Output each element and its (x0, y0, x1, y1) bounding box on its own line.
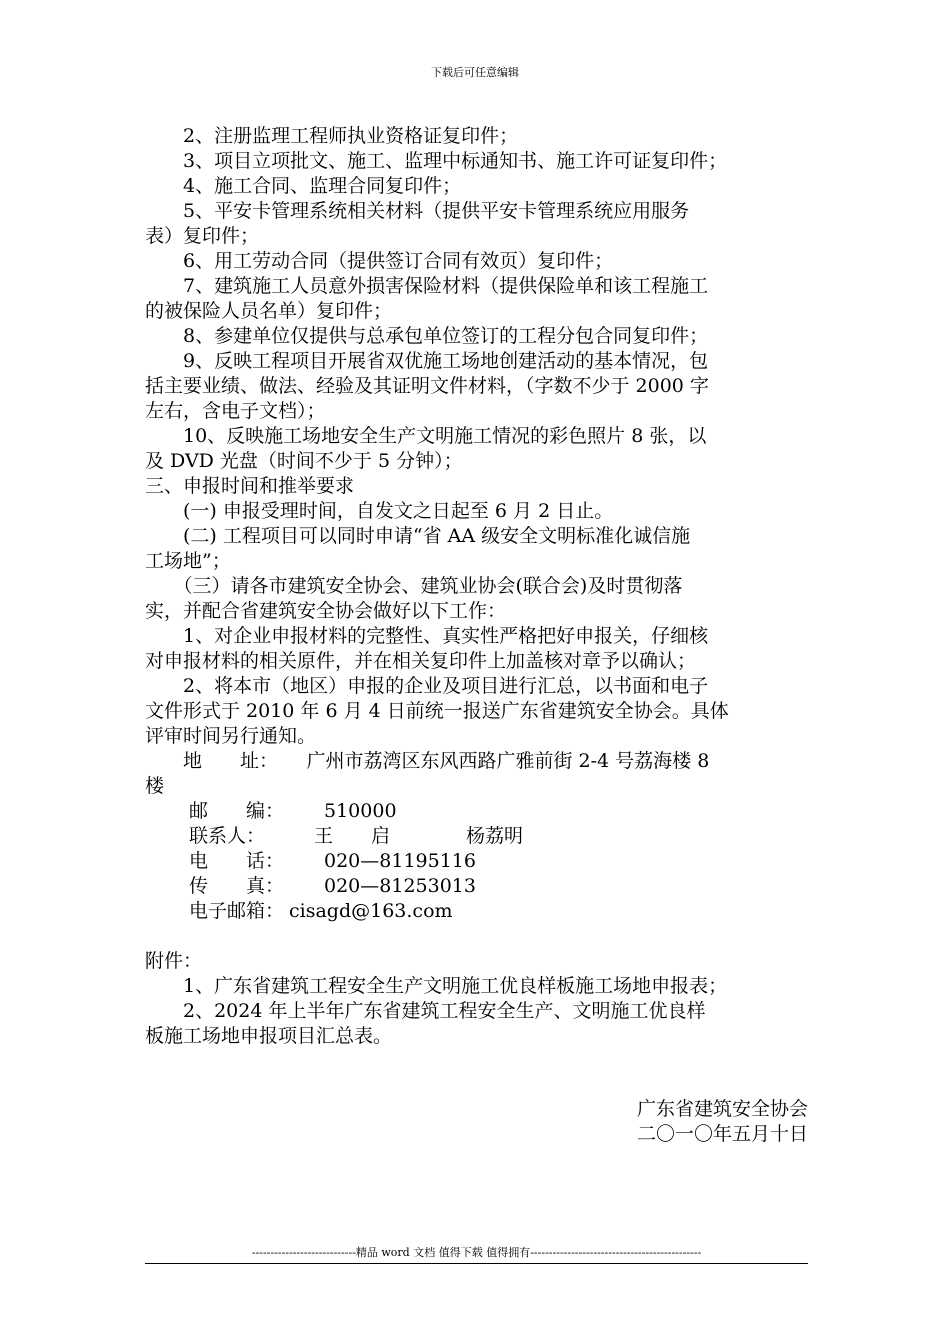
body-line: 工场地”； (145, 550, 231, 572)
attachments-title: 附件： (145, 950, 203, 972)
contact-row (145, 874, 808, 899)
body-line: 括主要业绩、做法、经验及其证明文件材料，（字数不少于 2000 字 (145, 375, 709, 397)
contact-value: 510000 (324, 800, 397, 822)
body-line: 8、参建单位仅提供与总承包单位签订的工程分包合同复印件； (145, 325, 709, 347)
body-line: 实，并配合省建筑安全协会做好以下工作： (145, 600, 507, 622)
body-line: 10、反映施工场地安全生产文明施工情况的彩色照片 8 张，以 (145, 425, 707, 447)
contact-block (145, 799, 808, 924)
spacer (145, 924, 808, 949)
body-line: 及 DVD 光盘（时间不少于 5 分钟）； (145, 450, 463, 472)
signature-block (145, 1097, 808, 1147)
contact-value: 020—81195116 (324, 850, 476, 872)
contact-label: 电子邮箱： (189, 900, 285, 922)
footer-text: ----------------------------精品 word 文档 值得下载 值得拥有---------------------------------------------- (251, 1246, 702, 1259)
contact-label: 联系人： (189, 825, 266, 847)
body-line: （三）请各市建筑安全协会、建筑业协会(联合会)及时贯彻落 (145, 575, 683, 597)
body-line: 的被保险人员名单）复印件； (145, 300, 393, 322)
body-line: 2、注册监理工程师执业资格证复印件； (145, 125, 519, 147)
contact-label: 传 真： (189, 875, 285, 897)
body-line: 7、建筑施工人员意外损害保险材料（提供保险单和该工程施工 (145, 275, 709, 297)
body-line: 9、反映工程项目开展省双优施工场地创建活动的基本情况，包 (145, 350, 709, 372)
body-text-block (145, 124, 808, 799)
document-body (145, 124, 808, 1049)
body-line: 1、对企业申报材料的完整性、真实性严格把好申报关，仔细核 (145, 625, 709, 647)
signature-org: 广东省建筑安全协会 (636, 1098, 808, 1120)
body-line: 楼 (145, 775, 165, 797)
body-line: 表）复印件； (145, 225, 260, 247)
indent (145, 899, 189, 924)
body-line: 左右，含电子文档）； (145, 400, 326, 422)
contact-value: 020—81253013 (324, 875, 476, 897)
signature-date: 二〇一〇年五月十日 (636, 1123, 808, 1145)
contact-label: 邮 编： (189, 800, 285, 822)
contact-row (145, 899, 808, 924)
body-line: 2、将本市（地区）申报的企业及项目进行汇总，以书面和电子 (145, 675, 709, 697)
indent (145, 849, 189, 874)
header-note: 下载后可任意编辑 (431, 66, 519, 79)
attachment-line: 2、2024 年上半年广东省建筑工程安全生产、文明施工优良样 (145, 1000, 706, 1022)
indent (145, 799, 189, 824)
body-line: (一) 申报受理时间，自发文之日起至 6 月 2 日止。 (145, 500, 614, 522)
body-line: (二) 工程项目可以同时申请“省 AA 级安全文明标准化诚信施 (145, 525, 691, 547)
body-line: 3、项目立项批文、施工、监理中标通知书、施工许可证复印件； (145, 150, 728, 172)
body-line: 地 址： 广州市荔湾区东风西路广雅前街 2-4 号荔海楼 8 (145, 750, 710, 772)
contact-label: 电 话： (189, 850, 285, 872)
body-line: 对申报材料的相关原件，并在相关复印件上加盖核对章予以确认； (145, 650, 697, 672)
body-line: 文件形式于 2010 年 6 月 4 日前统一报送广东省建筑安全协会。具体 (145, 700, 729, 722)
contact-value[interactable]: cisagd@163.com (289, 900, 453, 922)
indent (145, 824, 189, 849)
contact-row (145, 824, 808, 849)
footer-rule (145, 1263, 808, 1264)
indent (145, 874, 189, 899)
body-line: 5、平安卡管理系统相关材料（提供平安卡管理系统应用服务 (145, 200, 690, 222)
attachment-line: 板施工场地申报项目汇总表。 (145, 1025, 393, 1047)
body-line: 评审时间另行通知。 (145, 725, 317, 747)
body-line: 6、用工劳动合同（提供签订合同有效页）复印件； (145, 250, 614, 272)
contact-value: 王 启 杨荔明 (314, 825, 524, 847)
contact-row (145, 799, 808, 824)
contact-row (145, 849, 808, 874)
body-line: 4、施工合同、监理合同复印件； (145, 175, 462, 197)
attachments-list (145, 974, 808, 1049)
body-line: 三、申报时间和推举要求 (145, 475, 355, 497)
attachment-line: 1、广东省建筑工程安全生产文明施工优良样板施工场地申报表； (145, 975, 728, 997)
